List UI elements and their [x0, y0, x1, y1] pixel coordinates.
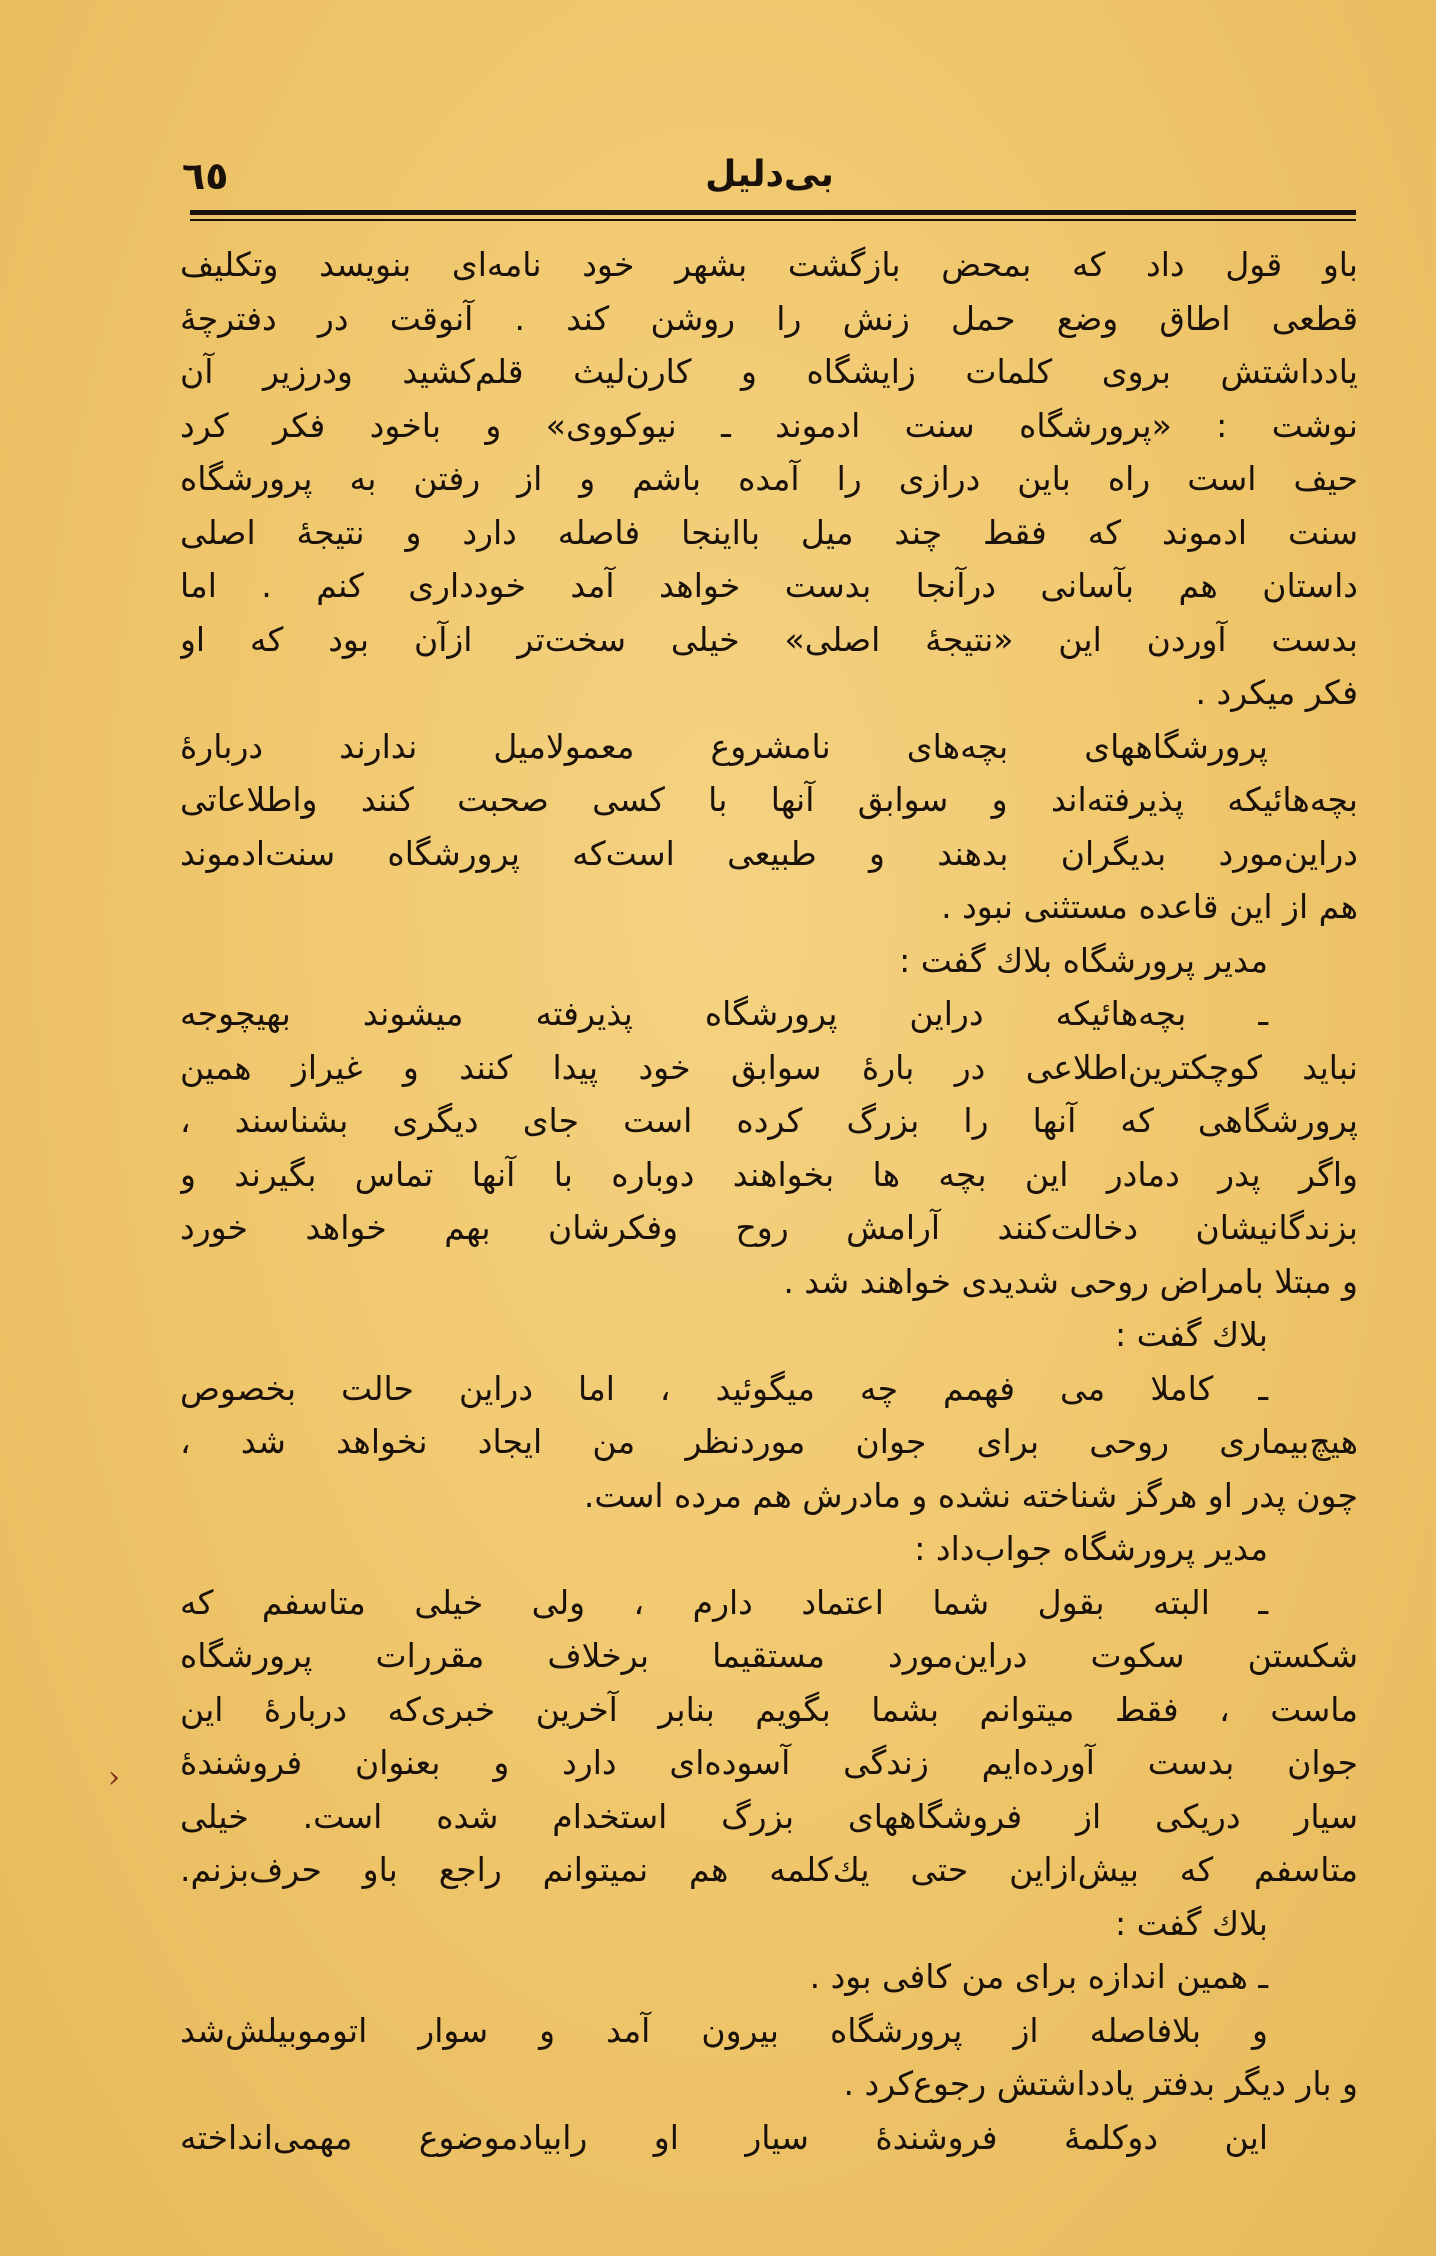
text-line: سیار دریکی از فروشگاههای بزرگ استخدام شده است. خیلی	[180, 1796, 1358, 1836]
text-line: ـ بچه‌هائیکه دراین پرورشگاه پذیرفته میشوند بهیچوجه	[180, 994, 1268, 1033]
text-line: هم از این قاعده مستثنی نبود .	[941, 887, 1358, 926]
page-header	[182, 150, 1357, 206]
text-line: مدیر پرورشگاه جواب‌داد :	[914, 1529, 1268, 1568]
text-line: پرورشگاههای بچه‌های نامشروع معمولامیل ندارند دربارهٔ	[180, 726, 1268, 766]
header-rule-thin	[190, 219, 1356, 221]
text-line: جوان بدست آورده‌ایم زندگی آسوده‌ای دارد و بعنوان فروشندهٔ	[180, 1743, 1358, 1782]
text-line: باو قول داد که بمحض بازگشت بشهر خود نامه‌ای بنویسد وتکلیف	[180, 245, 1358, 284]
text-line: قطعی اطاق وضع حمل زنش را روشن کند . آنوقت در دفترچهٔ	[180, 298, 1358, 338]
text-line: بچه‌هائیکه پذیرفته‌اند و سوابق آنها با کسی صحبت کنند واطلاعاتی	[180, 780, 1358, 819]
text-line: واگر پدر دمادر این بچه ها بخواهند دوباره با آنها تماس بگیرند و	[180, 1154, 1358, 1194]
body-text	[180, 238, 1358, 2164]
text-line: نوشت : «پرورشگاه سنت ادموند ـ نیوکووی» و باخود فکر کرد	[180, 405, 1358, 445]
text-line: و بلافاصله از پرورشگاه بیرون آمد و سوار اتوموبیلش‌شد	[180, 2010, 1268, 2050]
text-line: بلاك گفت :	[1115, 1903, 1268, 1943]
text-line: ـ کاملا می فهمم چه میگوئید ، اما دراین حالت بخصوص	[180, 1368, 1268, 1408]
text-line: ـ البته بقول شما اعتماد دارم ، ولی خیلی متاسفم که	[180, 1582, 1268, 1622]
text-line: هیچ‌بیماری روحی برای جوان موردنظر من ایجاد نخواهد شد ،	[180, 1422, 1358, 1461]
text-line: چون پدر او هرگز شناخته نشده و مادرش هم مرده است.	[583, 1475, 1358, 1515]
text-line: ماست ، فقط میتوانم بشما بگویم بنابر آخرین خبری‌که دربارهٔ این	[180, 1689, 1358, 1729]
text-line: و بار دیگر بدفتر یادداشتش رجوع‌کرد .	[843, 2064, 1358, 2103]
text-line: دراین‌مورد بدیگران بدهند و طبیعی است‌که پرورشگاه سنت‌ادموند	[180, 833, 1358, 873]
text-line: سنت ادموند که فقط چند میل بااینجا فاصله دارد و نتیجهٔ اصلی	[180, 512, 1358, 552]
text-line: و مبتلا بامراض روحی شدیدی خواهند شد .	[783, 1261, 1358, 1301]
text-line: حیف است راه باین درازی را آمده باشم و از رفتن به پرورشگاه	[180, 459, 1358, 498]
text-line: مدیر پرورشگاه بلاك گفت :	[899, 940, 1268, 980]
header-rule-thick	[190, 210, 1356, 215]
text-line: شکستن سکوت دراین‌مورد مستقیما برخلاف مقررات پرورشگاه	[180, 1636, 1358, 1675]
text-line: بلاك گفت :	[1115, 1315, 1268, 1354]
text-line: نباید کوچکترین‌اطلاعی در بارهٔ سوابق خود پیدا کنند و غیراز همین	[180, 1047, 1358, 1087]
text-line: بزندگانیشان دخالت‌کنند آرامش روح وفکرشان بهم خواهد خورد	[180, 1208, 1358, 1247]
text-line: بدست آوردن این «نتیجهٔ اصلی» خیلی سخت‌تر ازآن بود که او	[180, 619, 1358, 659]
text-line: یادداشتش بروی کلمات زایشگاه و کارن‌لیث قلم‌کشید ودرزیر آن	[180, 352, 1358, 391]
running-title: بی‌دلیل	[705, 154, 834, 195]
text-line: پرورشگاهی که آنها را بزرگ کرده است جای دیگری بشناسند ،	[180, 1101, 1358, 1140]
text-line: متاسفم که بیش‌ازاین حتی یك‌کلمه هم نمیتوانم راجع باو حرف‌بزنم.	[180, 1850, 1358, 1889]
text-line: ـ همین اندازه برای من کافی بود .	[809, 1957, 1268, 1996]
page-number: ٦٥	[182, 154, 229, 198]
text-line: این دوکلمهٔ فروشندهٔ سیار او رابیادموضوع مهمی‌انداخته	[180, 2117, 1268, 2157]
text-line: فکر میکرد .	[1195, 673, 1358, 712]
text-line: داستان هم بآسانی درآنجا بدست خواهد آمد خودداری کنم . اما	[180, 566, 1358, 605]
margin-pencil-mark: ›	[108, 1760, 120, 1795]
